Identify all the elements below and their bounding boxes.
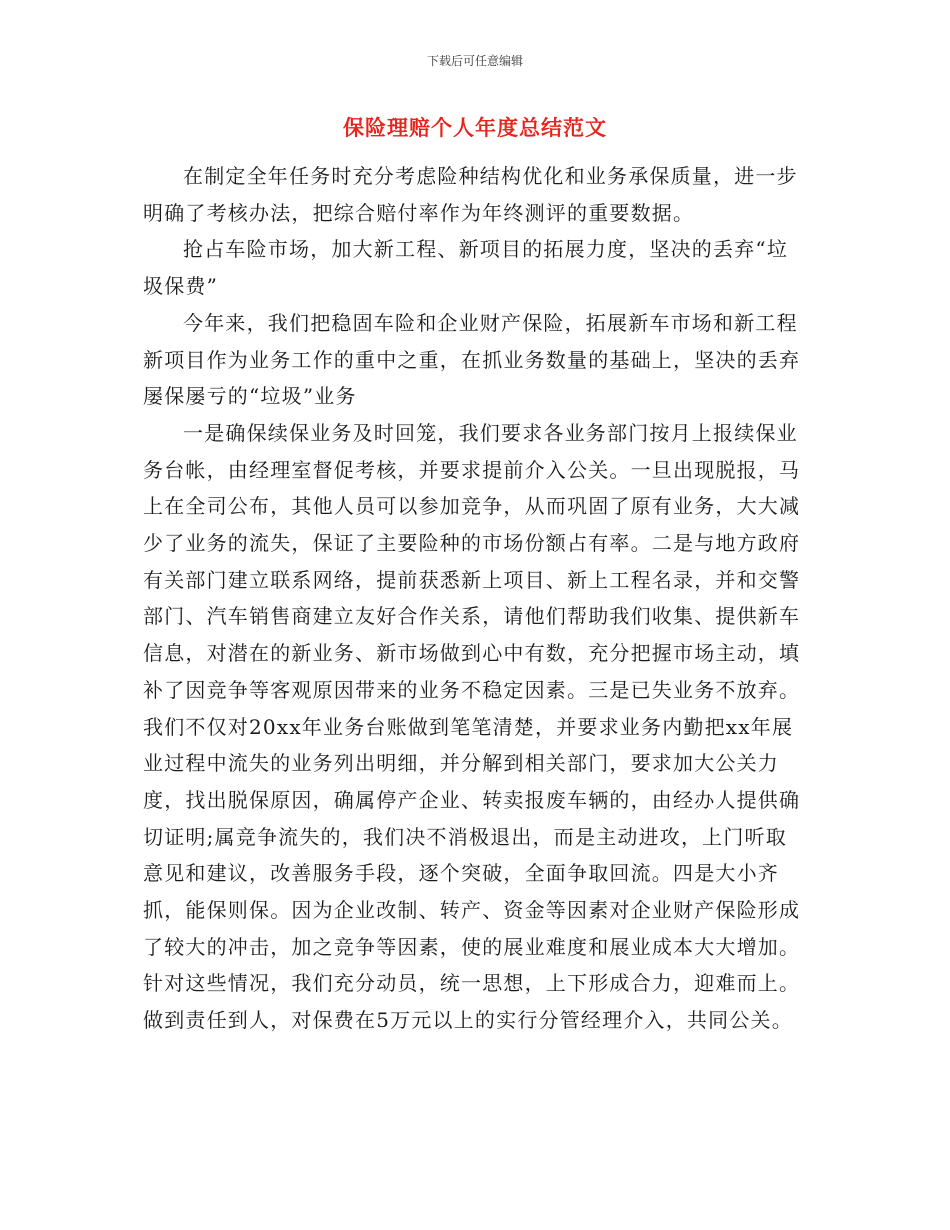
paragraph-3: 今年来，我们把稳固车险和企业财产保险，拓展新车市场和新工程新项目作为业务工作的重中之重，在抓业务数量的基础上，坚决的丢弃屡保屡亏的“垃圾”业务 [143,310,801,409]
paragraph-2: 抢占车险市场，加大新工程、新项目的拓展力度，坚决的丢弃“垃圾保费” [143,237,789,299]
document-title: 保险理赔个人年度总结范文 [343,116,607,140]
document-body [143,158,805,1039]
header-note: 下载后可任意编辑 [426,54,523,68]
paragraph-1: 在制定全年任务时充分考虑险种结构优化和业务承保质量，进一步明确了考核办法，把综合赔付率作为年终测评的重要数据。 [143,164,798,225]
paragraph-4: 一是确保续保业务及时回笼，我们要求各业务部门按月上报续保业务台帐，由经理室督促考核，并要求提前介入公关。一旦出现脱报，马上在全司公布，其他人员可以参加竞争，从而巩固了原有业务，大大减少了业务的流失，保证了主要险种的市场份额占有率。二是与地方政府有关部门建立联系网络，提前获悉新上项目、新上工程名录，并和交警部门、汽车销售商建立友好合作关系，请他们帮助我们收集、提供新车信息，对潜在的新业务、新市场做到心中有数，充分把握市场主动，填补了因竞争等客观原因带来的业务不稳定因素。三是已失业务不放弃。我们不仅对20xx年业务台账做到笔笔清楚，并要求业务内勤把xx年展业过程中流失的业务列出明细，并分解到相关部门，要求加大公关力度，找出脱保原因，确属停产企业、转卖报废车辆的，由经办人提供确切证明;属竞争流失的，我们决不消极退出，而是主动进攻，上门听取意见和建议，改善服务手段，逐个突破，全面争取回流。四是大小齐抓，能保则保。因为企业改制、转产、资金等因素对企业财产保险形成了较大的冲击，加之竞争等因素，使的展业难度和展业成本大大增加。针对这些情况，我们充分动员，统一思想，上下形成合力，迎难而上。做到责任到人，对保费在5万元以上的实行分管经理介入，共同公关。 [143,420,801,1033]
